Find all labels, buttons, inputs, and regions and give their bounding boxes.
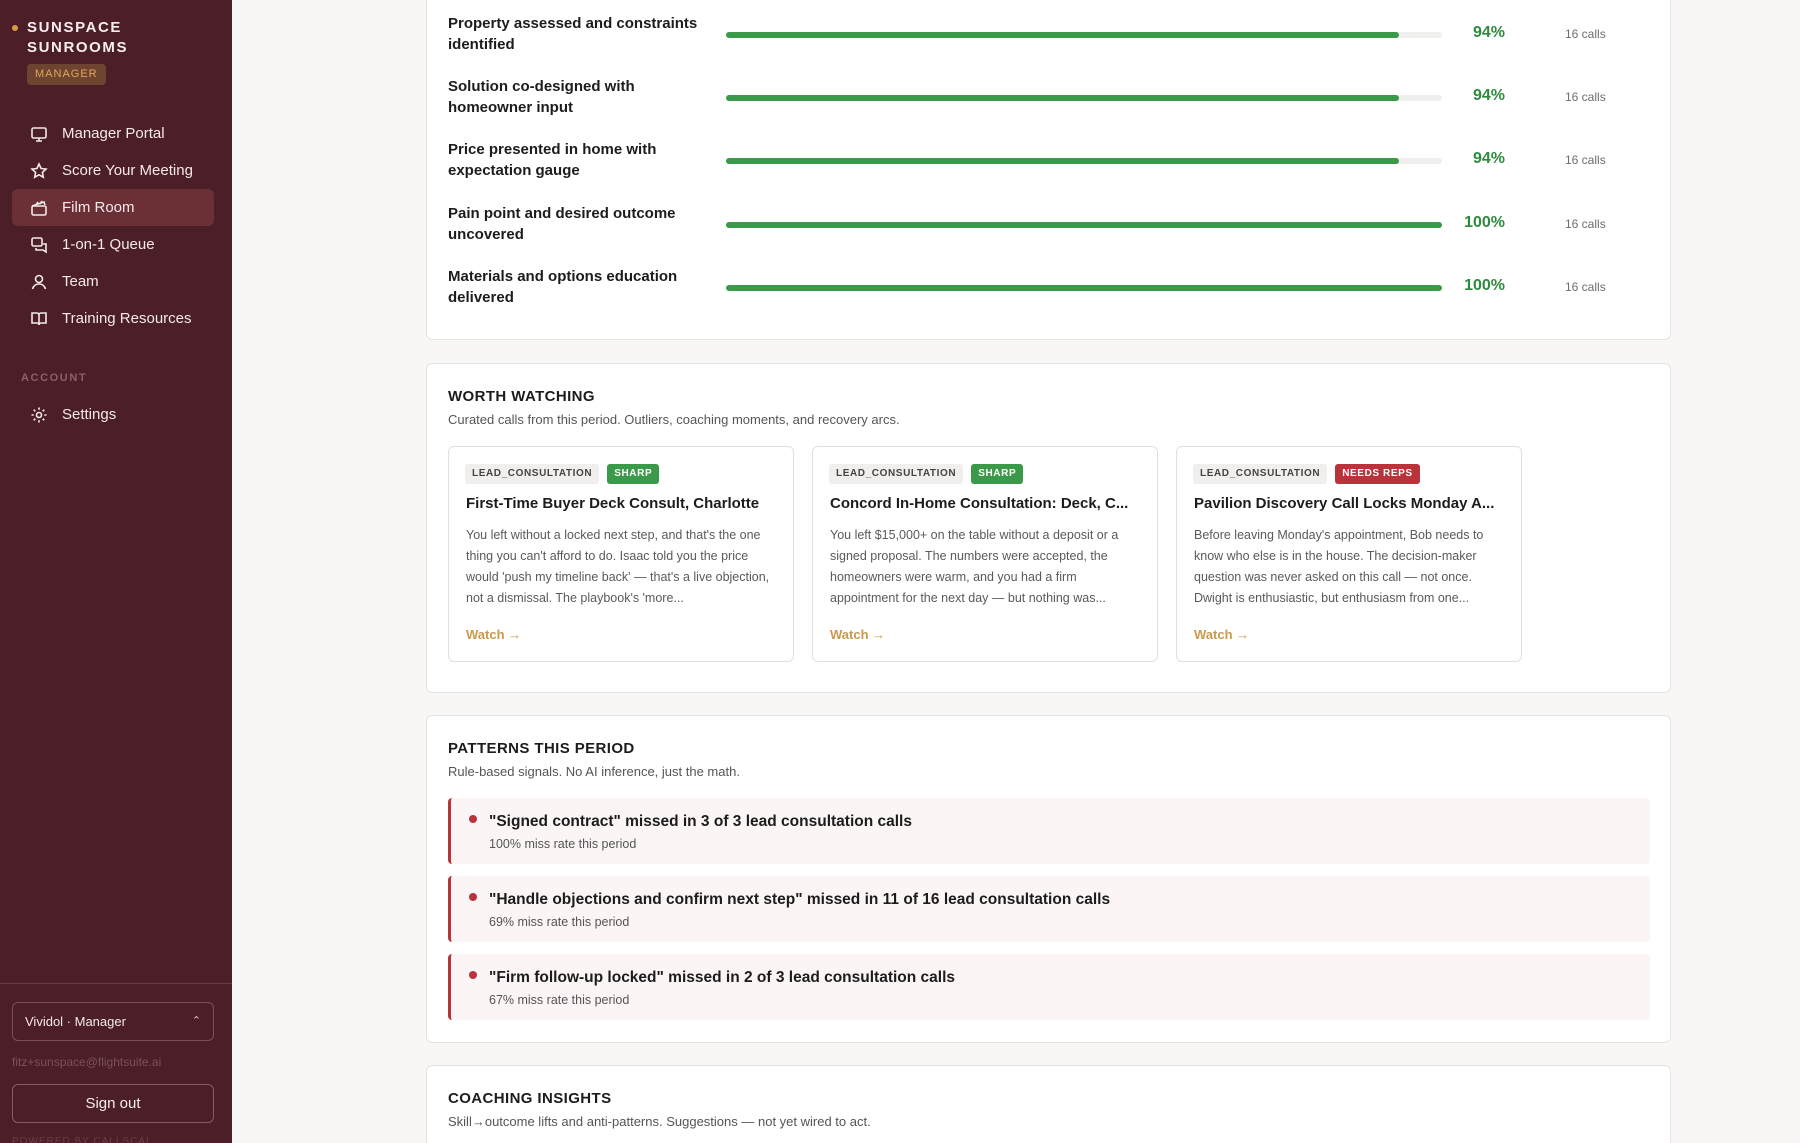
skill-percent: 94% [1472, 24, 1505, 41]
sidebar-item-training-resources[interactable] [12, 300, 214, 337]
skill-bar-fill [726, 285, 1442, 291]
skill-bar-fill [726, 32, 1399, 38]
watch-card[interactable] [1176, 446, 1522, 662]
call-type-tag: LEAD_CONSULTATION [829, 464, 963, 484]
sign-out-button[interactable]: Sign out [12, 1084, 214, 1123]
star-icon [30, 162, 48, 180]
skill-label: Property assessed and constraints identified [448, 15, 698, 53]
alert-dot-icon [469, 815, 477, 823]
chevron-up-down-icon: ⌃ [191, 1015, 201, 1027]
call-type-tag: LEAD_CONSULTATION [465, 464, 599, 484]
section-subtitle: Skill→outcome lifts and anti-patterns. Suggestions — not yet wired to act. [448, 1114, 871, 1129]
call-type-tag: LEAD_CONSULTATION [1193, 464, 1327, 484]
watch-link[interactable]: Watch → [466, 627, 522, 642]
skill-label: Pain point and desired outcome uncovered [448, 205, 676, 243]
skill-bar [726, 158, 1442, 164]
skill-row [448, 76, 1648, 124]
sidebar-item-label: Manager Portal [62, 125, 165, 142]
skill-row [448, 13, 1648, 61]
skill-percent: 100% [1464, 277, 1505, 294]
pattern-title: "Signed contract" missed in 3 of 3 lead consultation calls [489, 813, 912, 830]
watch-card-title: Pavilion Discovery Call Locks Monday A... [1194, 495, 1495, 512]
tag-row [465, 464, 659, 484]
account-selector-value: Vividol · Manager [25, 1014, 126, 1029]
watch-card-body: You left without a locked next step, and that's the one thing you can't afford to do. Isaac told you the price would 'push my timeline back' — that's a live objection, not a dismissal. The playbook's 'more... [466, 528, 770, 605]
account-email: fitz+sunspace@flightsuite.ai [12, 1055, 162, 1069]
skill-percent: 94% [1472, 150, 1505, 167]
pattern-subtitle: 67% miss rate this period [489, 993, 630, 1007]
skill-bar [726, 285, 1442, 291]
watch-link[interactable]: Watch → [830, 627, 886, 642]
skill-percent: 94% [1472, 87, 1505, 104]
brand-dot [12, 25, 18, 31]
skill-calls: 16 calls [1565, 90, 1606, 104]
pattern-title: "Handle objections and confirm next step" missed in 11 of 16 lead consultation calls [489, 891, 1111, 908]
section-title: PATTERNS THIS PERIOD [448, 740, 635, 757]
status-badge: NEEDS REPS [1335, 464, 1419, 484]
sidebar [0, 0, 232, 1143]
watch-card[interactable] [448, 446, 794, 662]
watch-card-title: First-Time Buyer Deck Consult, Charlotte [466, 495, 760, 512]
alert-dot-icon [469, 971, 477, 979]
sidebar-item-label: Score Your Meeting [62, 162, 193, 179]
skills-card [426, 0, 1671, 340]
section-subtitle: Curated calls from this period. Outliers, coaching moments, and recovery arcs. [448, 412, 900, 427]
watch-card-body: Before leaving Monday's appointment, Bob needs to know who else is in the house. The decision-maker question was never asked on this call — not once. Dwight is enthusiastic, but enthusiasm from one... [1194, 528, 1484, 605]
section-title: COACHING INSIGHTS [448, 1090, 612, 1107]
skill-percent: 100% [1464, 214, 1505, 231]
chat-icon [30, 236, 48, 254]
sidebar-item-team[interactable] [12, 263, 214, 300]
skill-bar [726, 95, 1442, 101]
skill-row [448, 266, 1648, 314]
sidebar-nav-account [12, 396, 214, 433]
skill-label: Materials and options education delivered [448, 268, 678, 306]
sidebar-item-label: 1-on-1 Queue [62, 236, 155, 253]
sidebar-divider [0, 983, 232, 984]
section-subtitle: Rule-based signals. No AI inference, just the math. [448, 764, 740, 779]
skill-bar [726, 32, 1442, 38]
gear-icon [30, 406, 48, 424]
pattern-subtitle: 69% miss rate this period [489, 915, 630, 929]
account-selector[interactable] [12, 1002, 214, 1041]
film-icon [30, 199, 48, 217]
pattern-item [448, 876, 1650, 942]
tag-row [1193, 464, 1420, 484]
sidebar-item-label: Film Room [62, 199, 135, 216]
watch-card-title: Concord In-Home Consultation: Deck, C... [830, 495, 1129, 512]
watch-link[interactable]: Watch → [1194, 627, 1250, 642]
skill-bar-fill [726, 222, 1442, 228]
pattern-item [448, 798, 1650, 864]
pattern-item [448, 954, 1650, 1020]
skill-calls: 16 calls [1565, 217, 1606, 231]
section-label-account: ACCOUNT [21, 372, 88, 384]
skill-calls: 16 calls [1565, 153, 1606, 167]
skill-row [448, 203, 1648, 251]
skill-row [448, 139, 1648, 187]
pattern-title: "Firm follow-up locked" missed in 2 of 3 lead consultation calls [489, 969, 956, 986]
watch-card[interactable] [812, 446, 1158, 662]
section-title: WORTH WATCHING [448, 388, 595, 405]
powered-by: POWERED BY CALLSCAL [12, 1136, 153, 1143]
skill-calls: 16 calls [1565, 280, 1606, 294]
sidebar-nav [12, 115, 214, 337]
user-icon [30, 273, 48, 291]
sidebar-item-manager-portal[interactable] [12, 115, 214, 152]
skill-bar [726, 222, 1442, 228]
skill-bar-fill [726, 95, 1399, 101]
main-content [232, 0, 1800, 1143]
sidebar-item-label: Settings [62, 406, 117, 423]
sidebar-item-film-room[interactable] [12, 189, 214, 226]
sidebar-item-score-your-meeting[interactable] [12, 152, 214, 189]
watch-card-body: You left $15,000+ on the table without a deposit or a signed proposal. The numbers were accepted, the homeowners were warm, and you had a firm appointment for the next day — but nothing was... [830, 528, 1119, 605]
skill-bar-fill [726, 158, 1399, 164]
book-icon [30, 310, 48, 328]
patterns-card [426, 715, 1671, 1043]
skill-label: Price presented in home with expectation gauge [448, 141, 657, 179]
sidebar-item-label: Training Resources [62, 310, 192, 327]
status-badge: SHARP [971, 464, 1023, 484]
skill-calls: 16 calls [1565, 27, 1606, 41]
worth-watching-card [426, 363, 1671, 693]
sidebar-item-settings[interactable] [12, 396, 214, 433]
sidebar-item-1on1-queue[interactable] [12, 226, 214, 263]
alert-dot-icon [469, 893, 477, 901]
tag-row [829, 464, 1023, 484]
monitor-icon [30, 125, 48, 143]
pattern-subtitle: 100% miss rate this period [489, 837, 637, 851]
status-badge: SHARP [607, 464, 659, 484]
role-badge: MANAGER [27, 64, 106, 85]
sidebar-item-label: Team [62, 273, 99, 290]
coaching-insights-card [426, 1065, 1671, 1143]
brand-name: SUNSPACE SUNROOMS [27, 19, 129, 56]
skill-label: Solution co-designed with homeowner input [448, 78, 635, 116]
